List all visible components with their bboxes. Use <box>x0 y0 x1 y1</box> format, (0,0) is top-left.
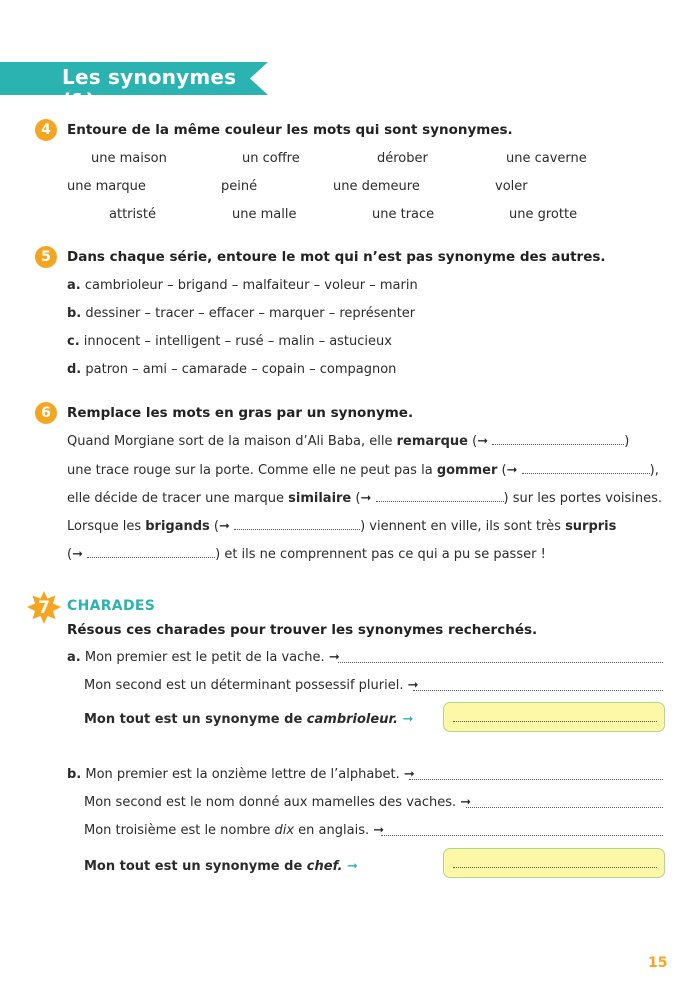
arrow-icon: ➞ <box>72 547 83 562</box>
series-b[interactable] <box>67 306 415 321</box>
series-text: dessiner – tracer – effacer – marquer – représenter <box>85 306 416 321</box>
answer-blank[interactable] <box>409 779 663 780</box>
text-line-1 <box>67 434 629 449</box>
text-fragment: ) <box>624 434 630 449</box>
arrow-icon: ➞ <box>403 767 415 782</box>
text-line-5 <box>67 547 546 562</box>
charade-keyword: chef. <box>306 859 343 874</box>
page-title: Les synonymes (1) <box>62 65 237 113</box>
answer-blank[interactable] <box>466 807 663 808</box>
charade-keyword: cambrioleur. <box>306 712 398 727</box>
text-fragment: une trace rouge sur la porte. Comme elle ne peut pas la <box>67 463 437 478</box>
word-option[interactable]: dérober <box>377 151 428 166</box>
text-fragment: Quand Morgiane sort de la maison d’Ali Baba, elle <box>67 434 397 449</box>
bold-word: surpris <box>565 519 617 534</box>
arrow-icon: ➞ <box>219 519 230 534</box>
bold-word: gommer <box>436 463 498 478</box>
answer-blank[interactable] <box>376 492 504 502</box>
word-option[interactable]: une demeure <box>333 179 420 194</box>
bold-word: remarque <box>396 434 468 449</box>
charade-text: Mon premier est le petit de la vache. <box>84 650 325 665</box>
word-option[interactable]: une malle <box>232 207 297 222</box>
title-banner <box>0 62 268 113</box>
word-option[interactable]: attristé <box>109 207 156 222</box>
answer-box-b[interactable] <box>443 848 665 878</box>
charade-text: en anglais. <box>294 823 370 838</box>
charades-heading: CHARADES <box>67 598 156 614</box>
arrow-icon: ➞ <box>373 823 385 838</box>
series-text: innocent – intelligent – rusé – malin – astucieux <box>83 334 392 349</box>
charade-text: Mon tout est un synonyme de <box>84 712 307 727</box>
word-option[interactable]: voler <box>495 179 528 194</box>
answer-blank[interactable] <box>522 464 650 474</box>
answer-blank[interactable] <box>492 435 624 445</box>
charade-text: Mon second est un déterminant possessif pluriel. <box>84 678 404 693</box>
charade-a-line-1 <box>67 650 340 665</box>
text-fragment: ), <box>649 463 659 478</box>
series-c[interactable] <box>67 334 392 349</box>
text-line-3 <box>67 491 662 506</box>
charade-keyword: dix <box>274 823 295 838</box>
word-option[interactable]: peiné <box>221 179 258 194</box>
exercise-7-number: 7 <box>38 598 50 618</box>
exercise-5-instruction: Dans chaque série, entoure le mot qui n’est pas synonyme des autres. <box>67 249 606 265</box>
word-option[interactable]: une maison <box>91 151 167 166</box>
answer-blank[interactable] <box>413 690 663 691</box>
series-d[interactable] <box>67 362 396 377</box>
charade-b-total <box>84 859 358 874</box>
text-line-2 <box>67 463 659 478</box>
charade-label: a. <box>67 650 81 665</box>
arrow-icon: ➞ <box>477 434 489 449</box>
charade-text: Mon troisième est le nombre <box>84 823 275 838</box>
charade-text: Mon tout est un synonyme de <box>84 859 307 874</box>
word-option[interactable]: une marque <box>67 179 146 194</box>
text-fragment: Lorsque les <box>67 519 146 534</box>
charade-a-line-2 <box>84 678 419 693</box>
answer-line <box>453 867 657 868</box>
charade-b-line-3 <box>84 823 384 838</box>
text-fragment: elle décide de tracer une marque <box>67 491 289 506</box>
text-fragment: ) viennent en ville, ils sont très <box>360 519 566 534</box>
series-label: a. <box>67 278 81 293</box>
exercise-6-number: 6 <box>35 402 57 424</box>
arrow-icon: ➞ <box>402 712 414 727</box>
word-option[interactable]: un coffre <box>242 151 300 166</box>
text-fragment: ( <box>497 463 507 478</box>
charade-b-line-1 <box>67 767 415 782</box>
text-fragment: ( <box>351 491 361 506</box>
text-fragment: ( <box>467 434 478 449</box>
charade-b-line-2 <box>84 795 471 810</box>
series-text: cambrioleur – brigand – malfaiteur – voleur – marin <box>84 278 418 293</box>
text-fragment: ) sur les portes voisines. <box>503 491 663 506</box>
arrow-icon: ➞ <box>506 463 518 478</box>
text-fragment: ) et ils ne comprennent pas ce qui a pu se passer ! <box>215 547 546 562</box>
charade-label: b. <box>67 767 82 782</box>
text-fragment: ( <box>209 519 220 534</box>
page-number: 15 <box>648 955 668 971</box>
answer-blank[interactable] <box>381 835 663 836</box>
series-a[interactable] <box>67 278 418 293</box>
arrow-icon: ➞ <box>360 491 372 506</box>
text-line-4 <box>67 519 616 534</box>
exercise-4-number: 4 <box>35 119 57 141</box>
word-option[interactable]: une trace <box>372 207 435 222</box>
answer-blank[interactable] <box>338 662 663 663</box>
answer-line <box>453 721 657 722</box>
charade-text: Mon second est le nom donné aux mamelles des vaches. <box>84 795 457 810</box>
bold-word: brigands <box>145 519 210 534</box>
series-text: patron – ami – camarade – copain – compagnon <box>85 362 397 377</box>
exercise-4-instruction: Entoure de la même couleur les mots qui sont synonymes. <box>67 122 513 138</box>
series-label: b. <box>67 306 82 321</box>
arrow-icon: ➞ <box>347 859 358 874</box>
exercise-6-instruction: Remplace les mots en gras par un synonyme. <box>67 405 414 421</box>
exercise-7-instruction: Résous ces charades pour trouver les synonymes recherchés. <box>67 622 538 638</box>
series-label: c. <box>67 334 80 349</box>
series-label: d. <box>67 362 82 377</box>
arrow-icon: ➞ <box>328 650 340 665</box>
word-option[interactable]: une grotte <box>509 207 578 222</box>
answer-blank[interactable] <box>234 520 360 530</box>
answer-blank[interactable] <box>87 548 215 558</box>
word-option[interactable]: une caverne <box>506 151 587 166</box>
charade-a-total <box>84 712 413 727</box>
exercise-5-number: 5 <box>35 246 57 268</box>
answer-box-a[interactable] <box>443 702 665 732</box>
text-fragment: ( <box>67 547 73 562</box>
arrow-icon: ➞ <box>407 678 419 693</box>
arrow-icon: ➞ <box>460 795 472 810</box>
bold-word: similaire <box>288 491 352 506</box>
charade-text: Mon premier est la onzième lettre de l’alphabet. <box>85 767 400 782</box>
